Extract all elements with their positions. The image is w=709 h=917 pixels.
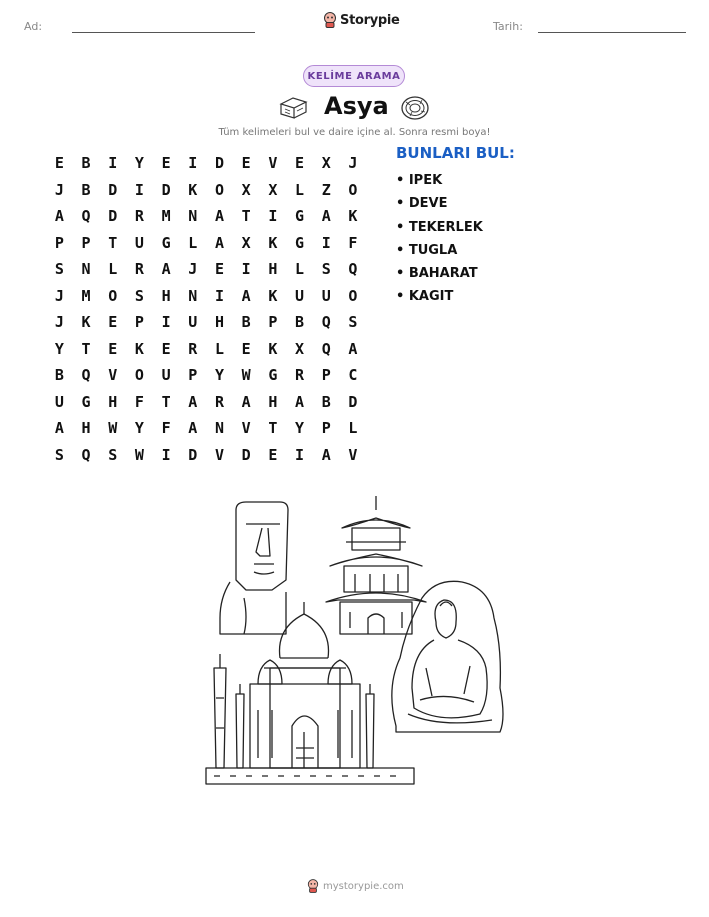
brand-name: Storypie (340, 12, 400, 28)
grid-letter[interactable]: V (241, 419, 251, 438)
grid-letter[interactable]: Y (134, 419, 144, 438)
grid-letter[interactable]: V (108, 366, 118, 385)
grid-letter[interactable]: U (295, 286, 305, 305)
grid-letter[interactable]: P (321, 419, 331, 438)
grid-letter[interactable]: F (161, 419, 171, 438)
grid-letter[interactable]: H (161, 286, 171, 305)
date-label: Tarih: (493, 20, 523, 33)
grid-letter[interactable]: N (188, 286, 198, 305)
grid-letter[interactable]: V (348, 445, 358, 464)
grid-letter[interactable]: L (188, 233, 198, 252)
grid-row (46, 256, 366, 283)
grid-letter[interactable]: S (108, 445, 118, 464)
grid-letter[interactable]: Y (54, 339, 64, 358)
grid-letter[interactable]: D (108, 180, 118, 199)
grid-letter[interactable]: V (268, 154, 278, 173)
grid-letter[interactable]: N (188, 207, 198, 226)
word-item: • TUGLA (396, 242, 458, 258)
grid-letter[interactable]: K (268, 339, 278, 358)
grid-letter[interactable]: L (214, 339, 224, 358)
grid-letter[interactable]: L (108, 260, 118, 279)
grid-row (46, 389, 366, 416)
grid-letter[interactable]: U (161, 366, 171, 385)
grid-letter[interactable]: H (108, 392, 118, 411)
grid-letter[interactable]: W (108, 419, 118, 438)
grid-letter[interactable]: R (134, 207, 144, 226)
grid-letter[interactable]: G (295, 207, 305, 226)
grid-letter[interactable]: H (268, 260, 278, 279)
grid-letter[interactable]: E (241, 339, 251, 358)
word-list (396, 171, 483, 311)
grid-letter[interactable]: B (295, 313, 305, 332)
grid-letter[interactable]: A (241, 392, 251, 411)
grid-letter[interactable]: G (81, 392, 91, 411)
mascot-icon (307, 879, 319, 893)
grid-letter[interactable]: I (161, 445, 171, 464)
grid-letter[interactable]: A (188, 392, 198, 411)
grid-letter[interactable]: V (214, 445, 224, 464)
grid-letter[interactable]: R (214, 392, 224, 411)
grid-letter[interactable]: E (108, 339, 118, 358)
word-item: • DEVE (396, 196, 448, 212)
grid-letter[interactable]: A (214, 233, 224, 252)
grid-letter[interactable]: G (268, 366, 278, 385)
grid-letter[interactable]: J (54, 180, 64, 199)
title-row (278, 92, 433, 124)
grid-letter[interactable]: A (321, 207, 331, 226)
grid-letter[interactable]: P (134, 313, 144, 332)
grid-letter[interactable]: O (134, 366, 144, 385)
grid-letter[interactable]: P (268, 313, 278, 332)
grid-letter[interactable]: D (348, 392, 358, 411)
grid-letter[interactable]: H (81, 419, 91, 438)
grid-letter[interactable]: S (134, 286, 144, 305)
grid-letter[interactable]: K (268, 233, 278, 252)
grid-letter[interactable]: B (81, 154, 91, 173)
grid-row (46, 203, 366, 230)
grid-letter[interactable]: U (54, 392, 64, 411)
grid-letter[interactable]: E (241, 154, 251, 173)
grid-letter[interactable]: I (268, 207, 278, 226)
grid-letter[interactable]: D (214, 154, 224, 173)
instructions: Tüm kelimeleri bul ve daire içine al. Sonra resmi boya! (218, 127, 491, 138)
grid-letter[interactable]: N (214, 419, 224, 438)
grid-letter[interactable]: A (241, 286, 251, 305)
moai-statue (220, 502, 288, 634)
grid-row (46, 150, 366, 177)
grid-row (46, 442, 366, 469)
grid-letter[interactable]: I (108, 154, 118, 173)
name-line (72, 32, 255, 33)
grid-letter[interactable]: I (214, 286, 224, 305)
grid-letter[interactable]: I (161, 313, 171, 332)
grid-letter[interactable]: B (81, 180, 91, 199)
grid-letter[interactable]: Y (295, 419, 305, 438)
grid-letter[interactable]: R (188, 339, 198, 358)
grid-letter[interactable]: S (54, 260, 64, 279)
grid-letter[interactable]: G (161, 233, 171, 252)
grid-letter[interactable]: R (134, 260, 144, 279)
grid-letter[interactable]: P (188, 366, 198, 385)
grid-letter[interactable]: D (241, 445, 251, 464)
grid-letter[interactable]: K (134, 339, 144, 358)
word-item: • IPEK (396, 173, 443, 188)
grid-letter[interactable]: I (134, 180, 144, 199)
grid-letter[interactable]: A (295, 392, 305, 411)
grid-letter[interactable]: X (268, 180, 278, 199)
grid-letter[interactable]: E (161, 339, 171, 358)
grid-letter[interactable]: S (321, 260, 331, 279)
grid-letter[interactable]: H (268, 392, 278, 411)
word-item: • TEKERLEK (396, 219, 483, 235)
grid-row (46, 415, 366, 442)
grid-letter[interactable]: M (161, 207, 171, 226)
grid-letter[interactable]: J (54, 286, 64, 305)
silk-roll-icon (278, 95, 308, 119)
letter-grid[interactable] (46, 150, 366, 468)
grid-letter[interactable]: J (188, 260, 198, 279)
grid-letter[interactable]: D (161, 180, 171, 199)
grid-letter[interactable]: Q (81, 207, 91, 226)
grid-letter[interactable]: O (348, 180, 358, 199)
pagoda (326, 496, 426, 634)
footer (307, 879, 404, 893)
grid-letter[interactable]: S (348, 313, 358, 332)
grid-letter[interactable]: Y (214, 366, 224, 385)
grid-letter[interactable]: A (54, 419, 64, 438)
grid-letter[interactable]: A (161, 260, 171, 279)
grid-letter[interactable]: B (321, 392, 331, 411)
grid-row (46, 362, 366, 389)
grid-letter[interactable]: T (108, 233, 118, 252)
grid-letter[interactable]: E (295, 154, 305, 173)
grid-letter[interactable]: J (54, 313, 64, 332)
grid-letter[interactable]: L (295, 260, 305, 279)
grid-letter[interactable]: T (161, 392, 171, 411)
grid-letter[interactable]: X (295, 339, 305, 358)
grid-letter[interactable]: K (81, 313, 91, 332)
grid-letter[interactable]: N (81, 260, 91, 279)
grid-row (46, 309, 366, 336)
grid-letter[interactable]: L (295, 180, 305, 199)
grid-letter[interactable]: Q (321, 339, 331, 358)
coloring-illustration[interactable] (200, 488, 510, 788)
grid-letter[interactable]: Q (321, 313, 331, 332)
activity-badge: KELİME ARAMA (303, 65, 405, 87)
grid-letter[interactable]: I (321, 233, 331, 252)
grid-letter[interactable]: M (81, 286, 91, 305)
grid-letter[interactable]: R (295, 366, 305, 385)
grid-letter[interactable]: G (295, 233, 305, 252)
grid-letter[interactable]: A (54, 207, 64, 226)
grid-letter[interactable]: F (348, 233, 358, 252)
grid-letter[interactable]: I (241, 260, 251, 279)
word-list-title: BUNLARI BUL: (396, 144, 515, 162)
buddha-statue (392, 581, 503, 732)
grid-letter[interactable]: A (214, 207, 224, 226)
grid-letter[interactable]: E (214, 260, 224, 279)
grid-letter[interactable]: Q (81, 445, 91, 464)
grid-letter[interactable]: I (188, 154, 198, 173)
grid-letter[interactable]: S (54, 445, 64, 464)
grid-letter[interactable]: U (134, 233, 144, 252)
word-item: • BAHARAT (396, 266, 478, 282)
grid-letter[interactable]: E (161, 154, 171, 173)
grid-letter[interactable]: X (321, 154, 331, 173)
grid-letter[interactable]: H (214, 313, 224, 332)
grid-letter[interactable]: K (348, 207, 358, 226)
date-line (538, 32, 686, 33)
grid-letter[interactable]: A (321, 445, 331, 464)
grid-letter[interactable]: O (214, 180, 224, 199)
grid-letter[interactable]: A (188, 419, 198, 438)
grid-letter[interactable]: Q (348, 260, 358, 279)
grid-letter[interactable]: E (268, 445, 278, 464)
grid-letter[interactable]: T (81, 339, 91, 358)
mascot-icon (323, 12, 337, 28)
brand-logo (323, 12, 400, 28)
grid-letter[interactable]: O (108, 286, 118, 305)
grid-letter[interactable]: L (348, 419, 358, 438)
footer-url[interactable]: mystorypie.com (323, 880, 404, 892)
grid-letter[interactable]: T (241, 207, 251, 226)
grid-letter[interactable]: C (348, 366, 358, 385)
grid-letter[interactable]: J (348, 154, 358, 173)
grid-letter[interactable]: X (241, 180, 251, 199)
grid-letter[interactable]: U (188, 313, 198, 332)
grid-letter[interactable]: E (108, 313, 118, 332)
grid-letter[interactable]: P (321, 366, 331, 385)
grid-letter[interactable]: W (134, 445, 144, 464)
word-item: • KAGIT (396, 289, 454, 305)
grid-letter[interactable]: A (348, 339, 358, 358)
grid-letter[interactable]: B (54, 366, 64, 385)
grid-letter[interactable]: F (134, 392, 144, 411)
grid-letter[interactable]: B (241, 313, 251, 332)
grid-letter[interactable]: I (295, 445, 305, 464)
grid-letter[interactable]: D (108, 207, 118, 226)
grid-letter[interactable]: Q (81, 366, 91, 385)
name-label: Ad: (24, 20, 43, 33)
grid-letter[interactable]: Z (321, 180, 331, 199)
grid-row (46, 230, 366, 257)
grid-letter[interactable]: W (241, 366, 251, 385)
grid-letter[interactable]: P (81, 233, 91, 252)
grid-letter[interactable]: P (54, 233, 64, 252)
grid-letter[interactable]: Y (134, 154, 144, 173)
grid-letter[interactable]: O (348, 286, 358, 305)
grid-row (46, 336, 366, 363)
grid-row (46, 283, 366, 310)
grid-letter[interactable]: K (268, 286, 278, 305)
grid-letter[interactable]: K (188, 180, 198, 199)
grid-row (46, 177, 366, 204)
grid-letter[interactable]: E (54, 154, 64, 173)
spiral-icon (400, 94, 430, 122)
grid-letter[interactable]: U (321, 286, 331, 305)
taj-mahal (206, 602, 414, 784)
grid-letter[interactable]: D (188, 445, 198, 464)
page-title: Asya (324, 92, 389, 120)
grid-letter[interactable]: X (241, 233, 251, 252)
grid-letter[interactable]: T (268, 419, 278, 438)
